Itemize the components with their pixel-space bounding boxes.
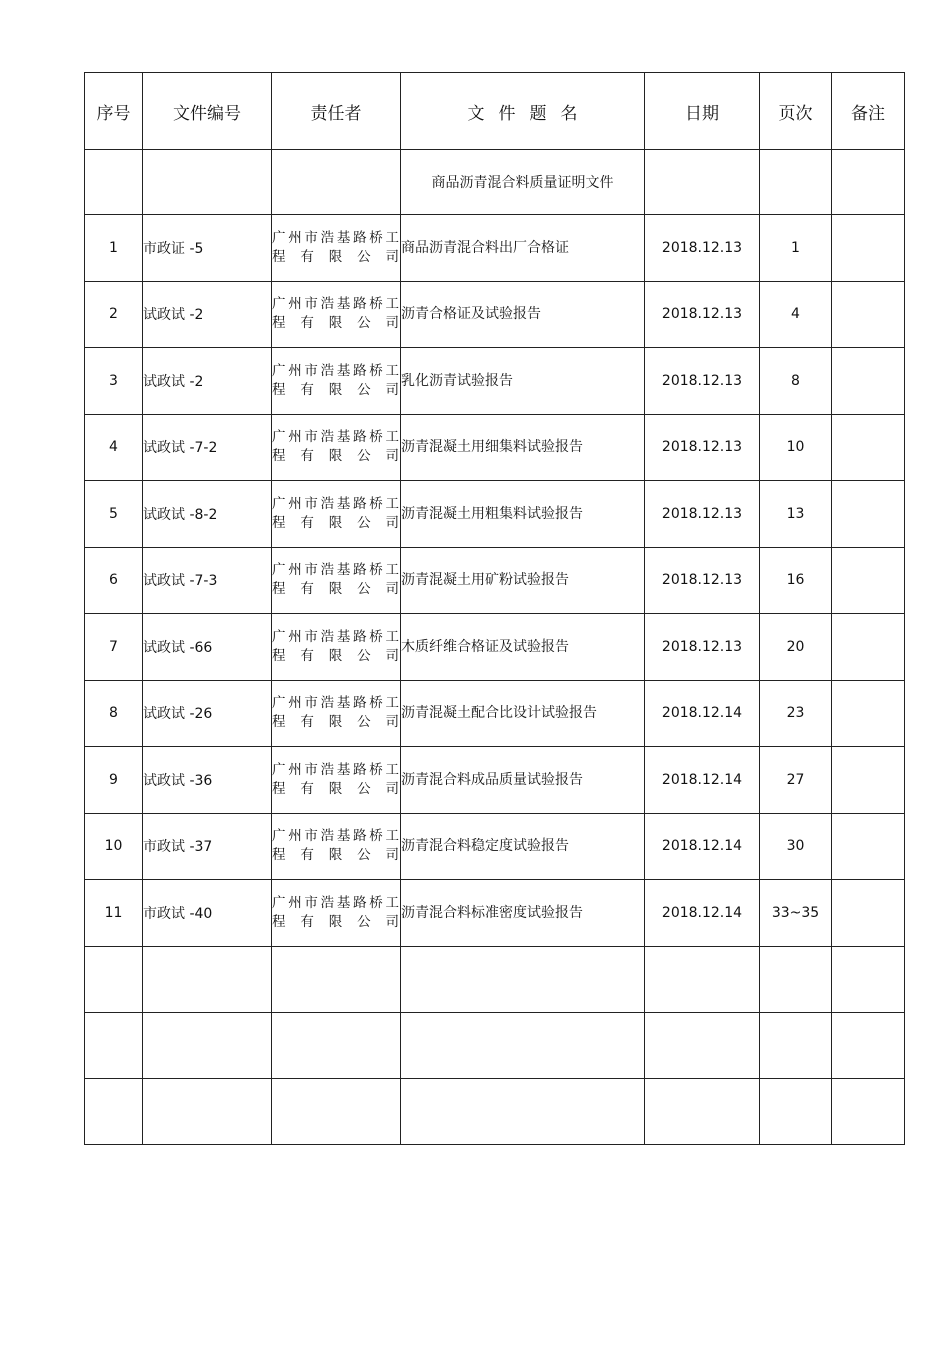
row-file-title: 乳化沥青试验报告 bbox=[401, 348, 645, 415]
empty-cell bbox=[645, 1012, 760, 1078]
empty-row bbox=[85, 1078, 905, 1144]
empty-row bbox=[85, 946, 905, 1012]
row-seq: 5 bbox=[85, 481, 143, 548]
row-file-title: 沥青混凝土用矿粉试验报告 bbox=[401, 547, 645, 614]
header-title-text: 文件题名 bbox=[467, 103, 592, 124]
section-code-cell bbox=[143, 150, 272, 215]
row-page: 10 bbox=[760, 414, 832, 481]
row-file-title: 沥青合格证及试验报告 bbox=[401, 281, 645, 348]
table-row bbox=[85, 680, 905, 747]
row-page: 30 bbox=[760, 813, 832, 880]
row-page: 23 bbox=[760, 680, 832, 747]
header-note: 备注 bbox=[832, 73, 905, 150]
row-file-code: 试政试 -66 bbox=[143, 614, 272, 681]
empty-cell bbox=[832, 946, 905, 1012]
header-date: 日期 bbox=[645, 73, 760, 150]
table-row bbox=[85, 880, 905, 947]
empty-cell bbox=[832, 1012, 905, 1078]
table-row bbox=[85, 215, 905, 282]
table-row bbox=[85, 747, 905, 814]
row-date: 2018.12.14 bbox=[645, 680, 760, 747]
row-note bbox=[832, 215, 905, 282]
empty-cell bbox=[760, 1012, 832, 1078]
row-file-code: 市政试 -40 bbox=[143, 880, 272, 947]
row-note bbox=[832, 547, 905, 614]
empty-row bbox=[85, 1012, 905, 1078]
row-file-code: 试政试 -2 bbox=[143, 348, 272, 415]
row-seq: 6 bbox=[85, 547, 143, 614]
row-file-code: 市政试 -37 bbox=[143, 813, 272, 880]
row-note bbox=[832, 813, 905, 880]
table-row bbox=[85, 348, 905, 415]
row-page: 33~35 bbox=[760, 880, 832, 947]
empty-cell bbox=[760, 946, 832, 1012]
row-seq: 3 bbox=[85, 348, 143, 415]
row-note bbox=[832, 281, 905, 348]
row-note bbox=[832, 747, 905, 814]
document-index-table bbox=[84, 72, 905, 1145]
row-file-title: 沥青混合料成品质量试验报告 bbox=[401, 747, 645, 814]
row-seq: 11 bbox=[85, 880, 143, 947]
empty-cell bbox=[85, 946, 143, 1012]
empty-cell bbox=[760, 1078, 832, 1144]
row-owner: 广州市浩基路桥工程有限公司 bbox=[272, 481, 401, 548]
row-owner: 广州市浩基路桥工程有限公司 bbox=[272, 414, 401, 481]
row-date: 2018.12.13 bbox=[645, 281, 760, 348]
section-page-cell bbox=[760, 150, 832, 215]
empty-cell bbox=[645, 1078, 760, 1144]
empty-cell bbox=[401, 1012, 645, 1078]
row-file-title: 沥青混合料稳定度试验报告 bbox=[401, 813, 645, 880]
row-note bbox=[832, 481, 905, 548]
row-page: 16 bbox=[760, 547, 832, 614]
row-file-title: 沥青混凝土用细集料试验报告 bbox=[401, 414, 645, 481]
row-seq: 10 bbox=[85, 813, 143, 880]
empty-cell bbox=[272, 1078, 401, 1144]
row-page: 8 bbox=[760, 348, 832, 415]
header-title bbox=[401, 73, 645, 150]
row-owner: 广州市浩基路桥工程有限公司 bbox=[272, 813, 401, 880]
row-page: 4 bbox=[760, 281, 832, 348]
section-seq-cell bbox=[85, 150, 143, 215]
section-note-cell bbox=[832, 150, 905, 215]
row-note bbox=[832, 614, 905, 681]
table-row bbox=[85, 813, 905, 880]
row-file-code: 试政试 -8-2 bbox=[143, 481, 272, 548]
row-file-title: 沥青混合料标准密度试验报告 bbox=[401, 880, 645, 947]
row-file-code: 试政试 -2 bbox=[143, 281, 272, 348]
row-file-code: 试政试 -36 bbox=[143, 747, 272, 814]
row-owner: 广州市浩基路桥工程有限公司 bbox=[272, 880, 401, 947]
empty-cell bbox=[143, 1012, 272, 1078]
empty-cell bbox=[401, 946, 645, 1012]
row-page: 1 bbox=[760, 215, 832, 282]
header-code: 文件编号 bbox=[143, 73, 272, 150]
table-row bbox=[85, 614, 905, 681]
header-page: 页次 bbox=[760, 73, 832, 150]
header-row bbox=[85, 73, 905, 150]
row-owner: 广州市浩基路桥工程有限公司 bbox=[272, 747, 401, 814]
row-note bbox=[832, 348, 905, 415]
row-file-code: 试政试 -26 bbox=[143, 680, 272, 747]
row-owner: 广州市浩基路桥工程有限公司 bbox=[272, 281, 401, 348]
header-owner: 责任者 bbox=[272, 73, 401, 150]
row-page: 27 bbox=[760, 747, 832, 814]
row-note bbox=[832, 414, 905, 481]
row-owner: 广州市浩基路桥工程有限公司 bbox=[272, 614, 401, 681]
row-seq: 7 bbox=[85, 614, 143, 681]
row-file-code: 试政试 -7-2 bbox=[143, 414, 272, 481]
header-seq: 序号 bbox=[85, 73, 143, 150]
empty-cell bbox=[143, 1078, 272, 1144]
row-date: 2018.12.14 bbox=[645, 747, 760, 814]
row-seq: 2 bbox=[85, 281, 143, 348]
empty-cell bbox=[143, 946, 272, 1012]
table-row bbox=[85, 281, 905, 348]
row-owner: 广州市浩基路桥工程有限公司 bbox=[272, 215, 401, 282]
row-file-title: 商品沥青混合料出厂合格证 bbox=[401, 215, 645, 282]
section-date-cell bbox=[645, 150, 760, 215]
row-date: 2018.12.13 bbox=[645, 215, 760, 282]
row-file-title: 沥青混凝土配合比设计试验报告 bbox=[401, 680, 645, 747]
row-note bbox=[832, 880, 905, 947]
table-row bbox=[85, 547, 905, 614]
row-date: 2018.12.13 bbox=[645, 547, 760, 614]
row-note bbox=[832, 680, 905, 747]
row-owner: 广州市浩基路桥工程有限公司 bbox=[272, 348, 401, 415]
row-seq: 1 bbox=[85, 215, 143, 282]
row-date: 2018.12.13 bbox=[645, 614, 760, 681]
empty-cell bbox=[272, 946, 401, 1012]
empty-cell bbox=[272, 1012, 401, 1078]
row-date: 2018.12.13 bbox=[645, 348, 760, 415]
row-page: 20 bbox=[760, 614, 832, 681]
empty-cell bbox=[85, 1012, 143, 1078]
empty-cell bbox=[645, 946, 760, 1012]
row-file-code: 试政试 -7-3 bbox=[143, 547, 272, 614]
row-date: 2018.12.14 bbox=[645, 880, 760, 947]
empty-cell bbox=[401, 1078, 645, 1144]
row-seq: 4 bbox=[85, 414, 143, 481]
row-file-code: 市政证 -5 bbox=[143, 215, 272, 282]
row-file-title: 沥青混凝土用粗集料试验报告 bbox=[401, 481, 645, 548]
table-row bbox=[85, 414, 905, 481]
row-owner: 广州市浩基路桥工程有限公司 bbox=[272, 547, 401, 614]
section-title: 商品沥青混合料质量证明文件 bbox=[401, 150, 645, 215]
row-date: 2018.12.13 bbox=[645, 414, 760, 481]
empty-cell bbox=[832, 1078, 905, 1144]
row-date: 2018.12.13 bbox=[645, 481, 760, 548]
empty-cell bbox=[85, 1078, 143, 1144]
row-seq: 9 bbox=[85, 747, 143, 814]
row-seq: 8 bbox=[85, 680, 143, 747]
section-row bbox=[85, 150, 905, 215]
table-row bbox=[85, 481, 905, 548]
row-date: 2018.12.14 bbox=[645, 813, 760, 880]
section-owner-cell bbox=[272, 150, 401, 215]
row-file-title: 木质纤维合格证及试验报告 bbox=[401, 614, 645, 681]
row-page: 13 bbox=[760, 481, 832, 548]
row-owner: 广州市浩基路桥工程有限公司 bbox=[272, 680, 401, 747]
